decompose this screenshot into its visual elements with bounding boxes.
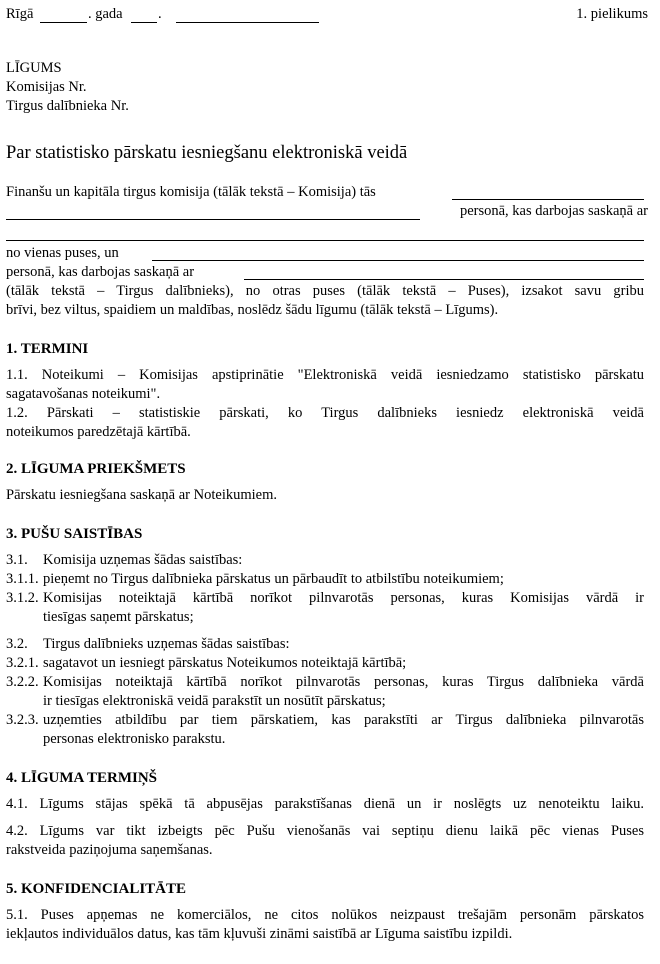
blank-line (6, 219, 420, 220)
blank-line (244, 279, 644, 280)
day-blank-line (40, 22, 87, 23)
preamble-line-4: personā, kas darbojas saskaņā ar (6, 264, 195, 280)
clause-3-2-1: sagatavot un iesniegt pārskatus Noteikumos noteiktajā kārtībā; (43, 655, 407, 671)
preamble-line-2: personā, kas darbojas saskaņā ar (459, 203, 648, 219)
preamble-line-6: brīvi, bez viltus, spaidiem un maldības, noslēdz šādu līgumu (tālāk tekstā – Līgums). (6, 302, 499, 318)
clause-5-1: 5.1. Puses apņemas ne komerciālos, ne citos nolūkos neizpaust trešajām personām pārskatos (6, 907, 644, 923)
clause-3-2-1-number: 3.2.1. (6, 655, 39, 671)
clause-4-2: 4.2. Līgums var tikt izbeigts pēc Pušu vienošanās vai septiņu dienu laikā pēc vienas Puses (6, 823, 644, 839)
page-title: Par statistisko pārskatu iesniegšanu elektroniskā veidā (6, 143, 408, 163)
year-blank-line (131, 22, 157, 23)
date-dot: . (158, 6, 162, 22)
clause-3-2-number: 3.2. (6, 636, 28, 652)
clause-3-2-2-cont: ir tiesīgas elektroniskā veidā parakstīt un nosūtīt pārskatus; (43, 693, 386, 709)
blank-line (6, 240, 644, 241)
clause-3-1-2-cont: tiesīgas saņemt pārskatus; (43, 609, 194, 625)
contract-heading: LĪGUMS (6, 60, 62, 76)
participant-number: Tirgus dalībnieka Nr. (6, 98, 129, 114)
clause-1-1: 1.1. Noteikumi – Komisijas apstiprinātie "Elektroniskā veidā iesniedzamo statistisko pārskatu (6, 367, 644, 383)
blank-line (152, 260, 644, 261)
clause-3-1: Komisija uzņemas šādas saistības: (43, 552, 243, 568)
blank-line (452, 199, 644, 200)
preamble-line-5: (tālāk tekstā – Tirgus dalībnieks), no otras puses (tālāk tekstā – Puses), izsakot savu gribu (6, 283, 644, 299)
clause-4-2-cont: rakstveida paziņojuma saņemšanas. (6, 842, 213, 858)
section-5-heading: 5. KONFIDENCIALITĀTE (6, 881, 187, 897)
section-3-heading: 3. PUŠU SAISTĪBAS (6, 526, 143, 542)
clause-3-2: Tirgus dalībnieks uzņemas šādas saistības: (43, 636, 290, 652)
clause-4-1: 4.1. Līgums stājas spēkā tā abpusējas parakstīšanas dienā un ir noslēgts uz nenoteiktu laiku. (6, 796, 644, 812)
clause-3-2-2-number: 3.2.2. (6, 674, 39, 690)
clause-3-2-3: uzņemties atbildību par tiem pārskatiem, kas parakstīti ar Tirgus dalībnieka pilnvarotās (43, 712, 644, 728)
commission-number: Komisijas Nr. (6, 79, 87, 95)
clause-3-1-number: 3.1. (6, 552, 28, 568)
clause-3-1-2-number: 3.1.2. (6, 590, 39, 606)
preamble-line-1: Finanšu un kapitāla tirgus komisija (tālāk tekstā – Komisija) tās (6, 184, 376, 200)
clause-1-2: 1.2. Pārskati – statistiskie pārskati, ko Tirgus dalībnieks iesniedz elektroniskā veidā (6, 405, 644, 421)
clause-1-1-cont: sagatavošanas noteikumi". (6, 386, 161, 402)
clause-5-1-cont: iekļautos individuālos datus, kas tām kļuvuši zināmi saistībā ar Līguma saistību izpildi. (6, 926, 513, 942)
clause-3-2-2: Komisijas noteiktajā kārtībā norīkot pilnvarotās personas, kuras Tirgus dalībnieka vārdā (43, 674, 644, 690)
clause-3-1-1-number: 3.1.1. (6, 571, 39, 587)
annex-label: 1. pielikums (576, 6, 648, 22)
preamble-line-3: no vienas puses, un (6, 245, 119, 261)
year-label: . gada (88, 6, 123, 22)
section-4-heading: 4. LĪGUMA TERMIŅŠ (6, 770, 157, 786)
section-1-heading: 1. TERMINI (6, 341, 89, 357)
clause-1-2-cont: noteikumos paredzētajā kārtībā. (6, 424, 191, 440)
clause-3-1-1: pieņemt no Tirgus dalībnieka pārskatus un pārbaudīt to atbilstību noteikumiem; (43, 571, 504, 587)
clause-3-2-3-number: 3.2.3. (6, 712, 39, 728)
clause-3-2-3-cont: personas elektronisko parakstu. (43, 731, 226, 747)
place-label: Rīgā (6, 6, 34, 22)
clause-3-1-2: Komisijas noteiktajā kārtībā norīkot pilnvarotās personas, kuras Komisijas vārdā ir (43, 590, 644, 606)
date-blank-line (176, 22, 319, 23)
section-2-heading: 2. LĪGUMA PRIEKŠMETS (6, 461, 186, 477)
clause-2-text: Pārskatu iesniegšana saskaņā ar Noteikumiem. (6, 487, 277, 503)
